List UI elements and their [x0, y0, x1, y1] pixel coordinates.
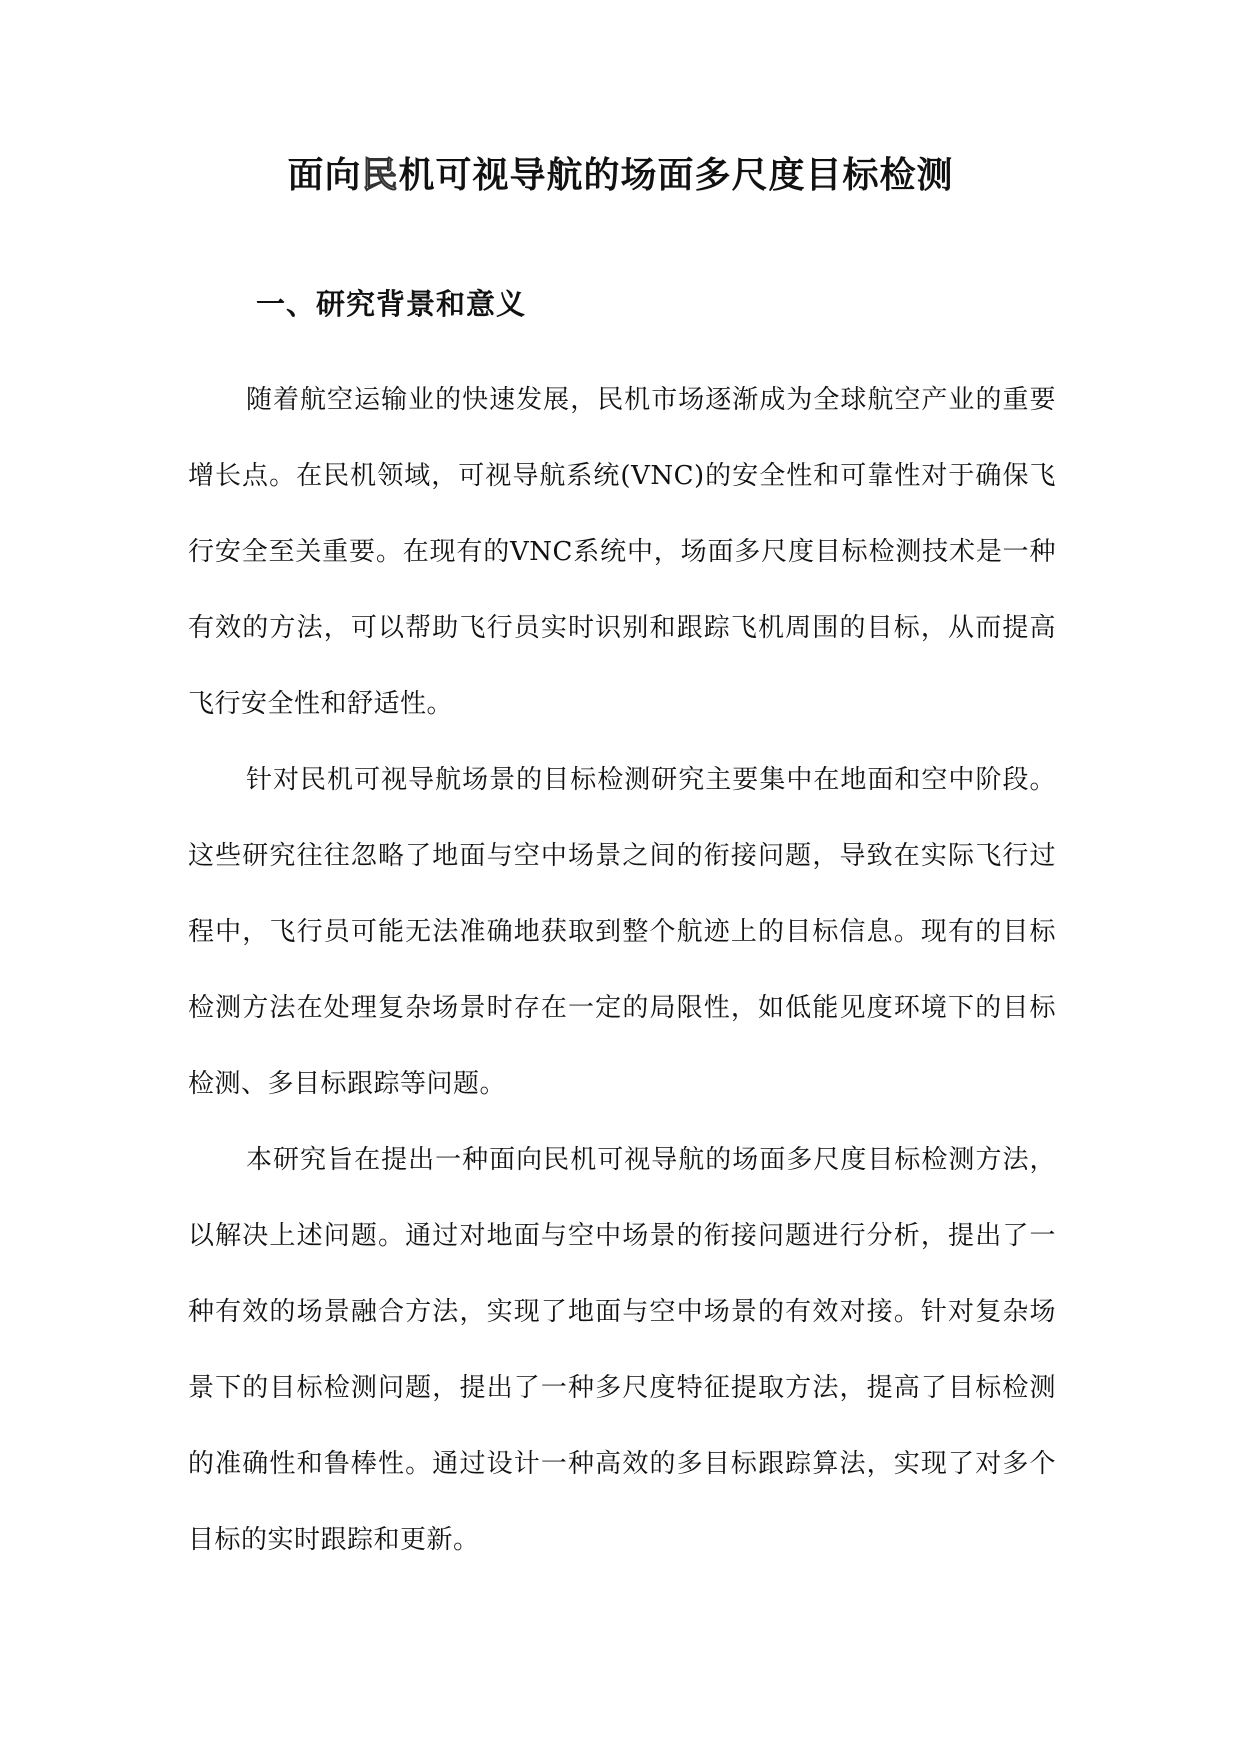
paragraph-3: 本研究旨在提出一种面向民机可视导航的场面多尺度目标检测方法，以解决上述问题。通过对地面与空中场景的衔接问题进行分析，提出了一种有效的场景融合方法，实现了地面与空中场景的有效对接。针对复杂场景下的目标检测问题，提出了一种多尺度特征提取方法，提高了目标检测的准确性和鲁棒性。通过设计一种高效的多目标跟踪算法，实现了对多个目标的实时跟踪和更新。: [188, 1145, 1056, 1555]
section-heading: 一、研究背景和意义: [256, 287, 527, 321]
title-part-after: 机可视导航的场面多尺度目标检测: [398, 155, 954, 196]
body-text: [188, 362, 1056, 1578]
title-part-before: 面向: [287, 155, 362, 196]
paragraph-2: 针对民机可视导航场景的目标检测研究主要集中在地面和空中阶段。这些研究往往忽略了地面与空中场景之间的衔接问题，导致在实际飞行过程中，飞行员可能无法准确地获取到整个航迹上的目标信息。现有的目标检测方法在处理复杂场景时存在一定的局限性，如低能见度环境下的目标检测、多目标跟踪等问题。: [188, 765, 1056, 1099]
paragraph-1: 随着航空运输业的快速发展，民机市场逐渐成为全球航空产业的重要增长点。在民机领域，可视导航系统(VNC)的安全性和可靠性对于确保飞行安全至关重要。在现有的VNC系统中，场面多尺度目标检测技术是一种有效的方法，可以帮助飞行员实时识别和跟踪飞机周围的目标，从而提高飞行安全性和舒适性。: [188, 385, 1056, 719]
page-title: [150, 148, 1091, 204]
title-outline-char: 民: [361, 155, 399, 196]
